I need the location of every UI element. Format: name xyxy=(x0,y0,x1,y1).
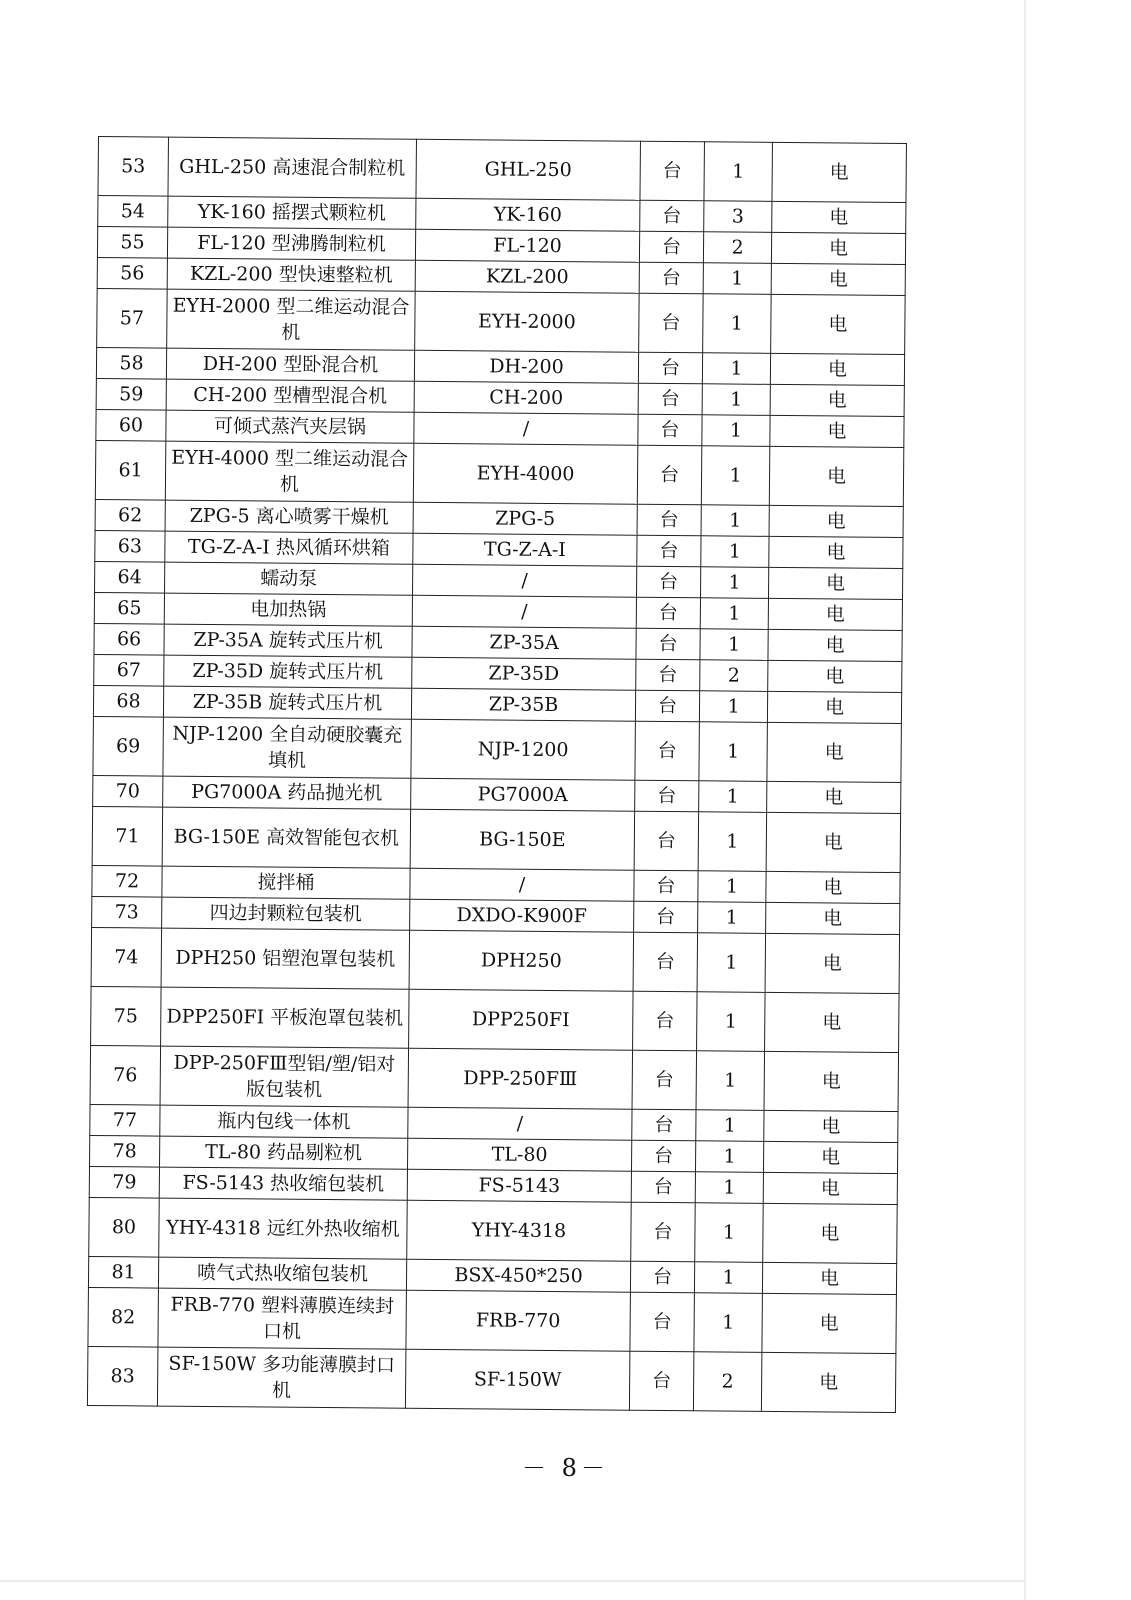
quantity-cell: 1 xyxy=(698,812,767,872)
unit-cell: 台 xyxy=(633,932,698,992)
row-number-cell: 69 xyxy=(93,716,164,776)
unit-cell: 台 xyxy=(631,1171,695,1203)
power-source-cell: 电 xyxy=(767,781,901,813)
quantity-cell: 1 xyxy=(701,505,769,537)
equipment-name-cell: ZPG-5 离心喷雾干燥机 xyxy=(165,500,413,533)
table-row xyxy=(98,137,906,203)
equipment-name-cell: NJP-1200 全自动硬胶囊充填机 xyxy=(163,717,412,778)
row-number-cell: 82 xyxy=(88,1287,159,1347)
power-source-cell: 电 xyxy=(766,871,900,903)
row-number-cell: 64 xyxy=(95,561,165,593)
equipment-name-cell: 喷气式热收缩包装机 xyxy=(158,1257,406,1290)
unit-cell: 台 xyxy=(631,1140,695,1172)
equipment-table xyxy=(87,136,907,1413)
quantity-cell: 1 xyxy=(702,384,770,416)
power-source-cell: 电 xyxy=(767,691,901,723)
power-source-cell: 电 xyxy=(771,294,906,354)
power-source-cell: 电 xyxy=(762,1262,896,1294)
power-source-cell: 电 xyxy=(769,505,903,537)
quantity-cell: 1 xyxy=(695,1203,764,1263)
equipment-name-cell: 电加热锅 xyxy=(164,593,412,626)
quantity-cell: 1 xyxy=(696,1051,765,1111)
power-source-cell: 电 xyxy=(763,1172,897,1204)
table-row xyxy=(93,716,901,782)
table-row xyxy=(91,986,899,1052)
model-cell: / xyxy=(410,868,634,901)
power-source-cell: 电 xyxy=(769,446,904,506)
unit-cell: 台 xyxy=(638,352,702,384)
equipment-name-cell: 四边封颗粒包装机 xyxy=(162,897,410,930)
row-number-cell: 67 xyxy=(94,654,164,686)
quantity-cell: 1 xyxy=(699,781,767,813)
table-row xyxy=(97,288,905,354)
model-cell: CH-200 xyxy=(414,381,638,414)
row-number-cell: 55 xyxy=(97,227,167,259)
row-number-cell: 57 xyxy=(97,288,168,348)
row-number-cell: 75 xyxy=(91,986,162,1046)
power-source-cell: 电 xyxy=(764,1110,898,1142)
equipment-name-cell: GHL-250 高速混合制粒机 xyxy=(168,137,417,198)
model-cell: / xyxy=(412,595,636,628)
model-cell: BG-150E xyxy=(410,809,635,870)
model-cell: YK-160 xyxy=(416,198,640,231)
power-source-cell: 电 xyxy=(772,142,907,202)
equipment-name-cell: EYH-4000 型二维运动混合机 xyxy=(165,441,414,502)
model-cell: GHL-250 xyxy=(416,139,641,200)
table-row xyxy=(95,440,903,506)
unit-cell: 台 xyxy=(635,780,699,812)
equipment-name-cell: BG-150E 高效智能包衣机 xyxy=(162,807,411,868)
model-cell: FL-120 xyxy=(415,229,639,262)
equipment-name-cell: FS-5143 热收缩包装机 xyxy=(159,1167,407,1200)
power-source-cell: 电 xyxy=(770,353,904,385)
unit-cell: 台 xyxy=(634,901,698,933)
power-source-cell: 电 xyxy=(768,598,902,630)
row-number-cell: 58 xyxy=(96,347,166,379)
row-number-cell: 78 xyxy=(90,1135,160,1167)
unit-cell: 台 xyxy=(639,231,703,263)
equipment-name-cell: 蠕动泵 xyxy=(165,562,413,595)
equipment-name-cell: ZP-35B 旋转式压片机 xyxy=(163,686,411,719)
unit-cell: 台 xyxy=(636,566,700,598)
row-number-cell: 68 xyxy=(93,685,163,717)
unit-cell: 台 xyxy=(636,628,700,660)
row-number-cell: 77 xyxy=(90,1104,160,1136)
row-number-cell: 56 xyxy=(97,257,167,289)
equipment-name-cell: PG7000A 药品抛光机 xyxy=(163,776,411,809)
power-source-cell: 电 xyxy=(770,415,904,447)
unit-cell: 台 xyxy=(632,1050,697,1110)
quantity-cell: 1 xyxy=(703,263,771,295)
model-cell: DPP-250FⅢ xyxy=(408,1048,633,1109)
equipment-name-cell: ZP-35A 旋转式压片机 xyxy=(164,624,412,657)
power-source-cell: 电 xyxy=(767,722,902,782)
model-cell: PG7000A xyxy=(411,778,635,811)
equipment-name-cell: KZL-200 型快速整粒机 xyxy=(167,258,415,291)
quantity-cell: 1 xyxy=(704,142,773,202)
quantity-cell: 1 xyxy=(698,871,766,903)
power-source-cell: 电 xyxy=(766,812,901,872)
row-number-cell: 53 xyxy=(98,137,169,197)
equipment-name-cell: YHY-4318 远红外热收缩机 xyxy=(159,1198,408,1259)
model-cell: TG-Z-A-I xyxy=(413,533,637,566)
model-cell: FS-5143 xyxy=(407,1169,631,1202)
unit-cell: 台 xyxy=(637,445,702,505)
power-source-cell: 电 xyxy=(762,1293,897,1353)
unit-cell: 台 xyxy=(634,870,698,902)
power-source-cell: 电 xyxy=(768,567,902,599)
equipment-name-cell: 搅拌桶 xyxy=(162,866,410,899)
equipment-name-cell: FRB-770 塑料薄膜连续封口机 xyxy=(158,1288,407,1349)
unit-cell: 台 xyxy=(633,991,698,1051)
model-cell: DXDO-K900F xyxy=(410,899,634,932)
model-cell: YHY-4318 xyxy=(407,1200,632,1261)
row-number-cell: 71 xyxy=(92,806,163,866)
unit-cell: 台 xyxy=(640,141,705,201)
unit-cell: 台 xyxy=(630,1261,694,1293)
model-cell: ZP-35A xyxy=(412,626,636,659)
equipment-name-cell: DPP250FI 平板泡罩包装机 xyxy=(161,987,410,1048)
unit-cell: 台 xyxy=(640,200,704,232)
row-number-cell: 62 xyxy=(95,499,165,531)
quantity-cell: 1 xyxy=(699,722,768,782)
model-cell: NJP-1200 xyxy=(411,719,636,780)
unit-cell: 台 xyxy=(635,721,700,781)
equipment-name-cell: EYH-2000 型二维运动混合机 xyxy=(167,289,416,350)
equipment-name-cell: SF-150W 多功能薄膜封口机 xyxy=(157,1347,406,1408)
equipment-table-body xyxy=(87,137,906,1413)
power-source-cell: 电 xyxy=(771,232,905,264)
unit-cell: 台 xyxy=(630,1292,695,1352)
scan-edge-bottom xyxy=(0,1580,1024,1582)
unit-cell: 台 xyxy=(637,504,701,536)
unit-cell: 台 xyxy=(638,383,702,415)
row-number-cell: 66 xyxy=(94,623,164,655)
power-source-cell: 电 xyxy=(768,660,902,692)
quantity-cell: 1 xyxy=(702,415,770,447)
unit-cell: 台 xyxy=(638,414,702,446)
quantity-cell: 1 xyxy=(703,294,772,354)
row-number-cell: 79 xyxy=(89,1166,159,1198)
row-number-cell: 63 xyxy=(95,530,165,562)
power-source-cell: 电 xyxy=(769,536,903,568)
power-source-cell: 电 xyxy=(771,263,905,295)
quantity-cell: 1 xyxy=(701,536,769,568)
power-source-cell: 电 xyxy=(772,201,906,233)
model-cell: TL-80 xyxy=(407,1138,631,1171)
power-source-cell: 电 xyxy=(764,1051,899,1111)
scan-edge-right xyxy=(1024,0,1026,1600)
equipment-name-cell: TG-Z-A-I 热风循环烘箱 xyxy=(165,531,413,564)
power-source-cell: 电 xyxy=(765,933,900,993)
equipment-name-cell: TL-80 药品剔粒机 xyxy=(160,1136,408,1169)
unit-cell: 台 xyxy=(636,659,700,691)
model-cell: DPP250FI xyxy=(409,989,634,1050)
quantity-cell: 2 xyxy=(703,232,771,264)
table-row xyxy=(88,1287,896,1353)
table-row xyxy=(89,1197,897,1263)
quantity-cell: 1 xyxy=(694,1293,763,1353)
equipment-name-cell: CH-200 型槽型混合机 xyxy=(166,379,414,412)
quantity-cell: 1 xyxy=(700,598,768,630)
quantity-cell: 1 xyxy=(700,567,768,599)
model-cell: DH-200 xyxy=(414,350,638,383)
row-number-cell: 60 xyxy=(96,409,166,441)
unit-cell: 台 xyxy=(629,1351,694,1411)
equipment-name-cell: DPP-250FⅢ型铝/塑/铝对版包装机 xyxy=(160,1046,409,1107)
row-number-cell: 73 xyxy=(92,896,162,928)
unit-cell: 台 xyxy=(634,811,699,871)
power-source-cell: 电 xyxy=(763,1203,898,1263)
quantity-cell: 1 xyxy=(701,446,770,506)
unit-cell: 台 xyxy=(632,1109,696,1141)
equipment-name-cell: YK-160 摇摆式颗粒机 xyxy=(168,196,416,229)
row-number-cell: 54 xyxy=(98,196,168,228)
row-number-cell: 61 xyxy=(95,440,166,500)
row-number-cell: 83 xyxy=(87,1346,158,1406)
unit-cell: 台 xyxy=(635,690,699,722)
quantity-cell: 2 xyxy=(700,660,768,692)
power-source-cell: 电 xyxy=(768,629,902,661)
table-row xyxy=(87,1346,895,1412)
row-number-cell: 70 xyxy=(93,775,163,807)
model-cell: DPH250 xyxy=(409,930,634,991)
model-cell: EYH-2000 xyxy=(415,291,640,352)
row-number-cell: 81 xyxy=(88,1256,158,1288)
power-source-cell: 电 xyxy=(763,1141,897,1173)
page-number: － 8－ xyxy=(522,1454,609,1482)
row-number-cell: 59 xyxy=(96,378,166,410)
equipment-name-cell: 可倾式蒸汽夹层锅 xyxy=(166,410,414,443)
model-cell: KZL-200 xyxy=(415,260,639,293)
model-cell: / xyxy=(413,564,637,597)
quantity-cell: 1 xyxy=(695,1172,763,1204)
table-row xyxy=(90,1045,898,1111)
unit-cell: 台 xyxy=(637,535,701,567)
equipment-name-cell: FL-120 型沸腾制粒机 xyxy=(167,227,415,260)
unit-cell: 台 xyxy=(639,293,704,353)
quantity-cell: 1 xyxy=(702,353,770,385)
power-source-cell: 电 xyxy=(761,1352,896,1412)
table-row xyxy=(92,806,900,872)
row-number-cell: 72 xyxy=(92,865,162,897)
quantity-cell: 1 xyxy=(696,1110,764,1142)
quantity-cell: 1 xyxy=(695,1141,763,1173)
model-cell: BSX-450*250 xyxy=(406,1259,630,1292)
row-number-cell: 65 xyxy=(94,592,164,624)
model-cell: / xyxy=(408,1107,632,1140)
model-cell: / xyxy=(414,412,638,445)
equipment-name-cell: 瓶内包线一体机 xyxy=(160,1105,408,1138)
quantity-cell: 2 xyxy=(693,1352,762,1412)
row-number-cell: 76 xyxy=(90,1045,161,1105)
quantity-cell: 1 xyxy=(700,629,768,661)
unit-cell: 台 xyxy=(631,1202,696,1262)
quantity-cell: 1 xyxy=(699,691,767,723)
row-number-cell: 74 xyxy=(91,927,162,987)
quantity-cell: 1 xyxy=(697,992,766,1052)
unit-cell: 台 xyxy=(636,597,700,629)
model-cell: ZPG-5 xyxy=(413,502,637,535)
quantity-cell: 1 xyxy=(697,933,766,993)
model-cell: ZP-35B xyxy=(411,688,635,721)
row-number-cell: 80 xyxy=(89,1197,160,1257)
model-cell: FRB-770 xyxy=(406,1290,631,1351)
model-cell: SF-150W xyxy=(405,1349,630,1410)
model-cell: EYH-4000 xyxy=(413,443,638,504)
table-row xyxy=(91,927,899,993)
power-source-cell: 电 xyxy=(766,902,900,934)
equipment-name-cell: DPH250 铝塑泡罩包装机 xyxy=(161,928,410,989)
quantity-cell: 1 xyxy=(694,1262,762,1294)
power-source-cell: 电 xyxy=(765,992,900,1052)
unit-cell: 台 xyxy=(639,262,703,294)
quantity-cell: 1 xyxy=(698,902,766,934)
quantity-cell: 3 xyxy=(704,201,772,233)
equipment-name-cell: DH-200 型卧混合机 xyxy=(166,348,414,381)
equipment-name-cell: ZP-35D 旋转式压片机 xyxy=(164,655,412,688)
power-source-cell: 电 xyxy=(770,384,904,416)
model-cell: ZP-35D xyxy=(412,657,636,690)
